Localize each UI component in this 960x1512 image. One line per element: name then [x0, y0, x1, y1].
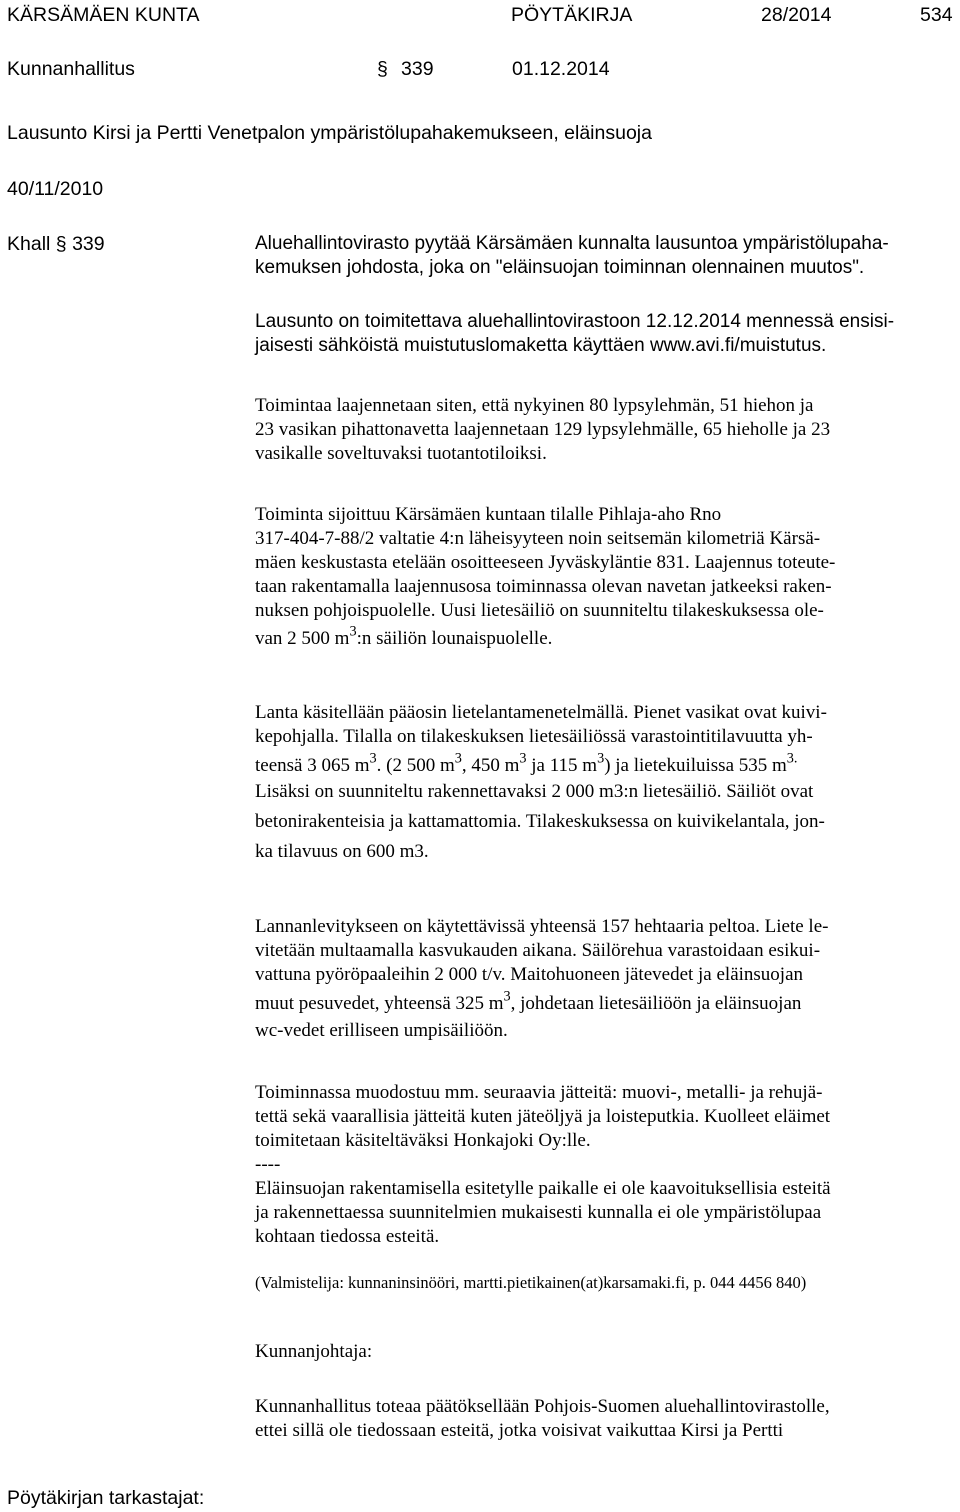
paragraph-deadline: Lausunto on toimitettava aluehallintovirastoon 12.12.2014 mennessä ensisi- jaisesti sähköistä muistutuslomaketta käyttäen www.avi.fi/muistutus.	[255, 311, 895, 356]
body-name: Kunnanhallitus	[7, 58, 135, 80]
paragraph-spreading: Lannanlevitykseen on käytettävissä yhteensä 157 hehtaaria peltoa. Liete le- vitetään multaamalla kasvukauden aikana. Säilörehua varastoidaan esikui- vattuna pyöröpaaleihin 2 000 t/v. Maitohuoneen jätevedet ja eläinsuojan muut pesuvedet, yhteensä 325 $m^3$, johdetaan lietesäiliöön ja eläinsuojan wc-vedet erilliseen umpisäiliöön.	[255, 916, 829, 1041]
municipality-name: KÄRSÄMÄEN KUNTA	[7, 4, 200, 26]
document-number: 28/2014	[761, 4, 832, 26]
paragraph-manure: Lanta käsitellään pääosin lietelantamenetelmällä. Pienet vasikat ovat kuivi- kepohjalla. Tilalla on tilakeskuksen lietesäiliössä varastointitilavuutta yh- teensä 3 065 $m^3$. (2 500 $m^3$, 450 $m^3$ ja 115 $m^3$) ja lietekuiluissa 535 $m^{3.}$ Lisäksi on suunniteltu rakennettavaksi 2 000 m3:n lietesäiliö. Säiliöt ovat betonirakenteisia ja kattamattomia. Tilakeskuksessa on kuivikelantala, jon- ka tilavuus on 600 m3.	[255, 702, 827, 862]
reference-number: 40/11/2010	[7, 178, 104, 200]
khall-label: Khall § 339	[7, 233, 105, 255]
paragraph-location: Toiminta sijoittuu Kärsämäen kuntaan tilalle Pihlaja-aho Rno 317-404-7-88/2 valtatie 4:n läheisyyteen noin seitsemän kilometriä Kärsä- mäen keskustasta etelään osoitteeseen Jyväskyläntie 831. Laajennus toteute- taan rakentamalla laajennusosa toiminnassa olevan navetan jatkeeksi raken- nuksen pohjoispuolelle. Uusi lietesäiliö on suunniteltu tilakeskuksessa ole- van 2 500 $m^3:n$ säiliön lounaispuolelle.	[255, 504, 836, 649]
paragraph-waste: Toiminnassa muodostuu mm. seuraavia jätteitä: muovi-, metalli- ja rehujä- tettä sekä vaarallisia jätteitä kuten jäteöljyä ja loisteputkia. Kuolleet eläimet toimitetaan käsiteltäväksi Honkajoki Oy:lle. ---- Eläinsuojan rakentamisella esitetylle paikalle ei ole kaavoituksellisia esteitä ja rakennettaessa suunnitelmien mukaisesti kunnalla ei ole ympäristölupaa kohtaan tiedossa esteitä.	[255, 1082, 831, 1247]
paragraph-proposal: Kunnanhallitus toteaa päätöksellään Pohjois-Suomen aluehallintovirastolle, ettei sillä ole tiedossaan esteitä, jotka voisivat vaikuttaa Kirsi ja Pertti	[255, 1396, 830, 1441]
page-number: 534	[920, 4, 953, 26]
footer-reviewers: Pöytäkirjan tarkastajat:	[7, 1487, 205, 1509]
section-number: 339	[401, 58, 434, 80]
meeting-date: 01.12.2014	[512, 58, 610, 80]
document-type: PÖYTÄKIRJA	[511, 4, 633, 26]
page-title: Lausunto Kirsi ja Pertti Venetpalon ympäristölupahakemukseen, eläinsuoja	[7, 122, 652, 144]
section-sign: §	[377, 58, 388, 80]
paragraph-expansion: Toimintaa laajennetaan siten, että nykyinen 80 lypsylehmän, 51 hiehon ja 23 vasikan pihattonavetta laajennetaan 129 lypsylehmälle, 65 hieholle ja 23 vasikalle soveltuvaksi tuotantotiloiksi.	[255, 395, 831, 464]
kunnanjohtaja-label: Kunnanjohtaja:	[255, 1341, 373, 1362]
paragraph-request: Aluehallintovirasto pyytää Kärsämäen kunnalta lausuntoa ympäristölupaha- kemuksen johdosta, joka on "eläinsuojan toiminnan olennainen muutos".	[255, 233, 889, 278]
preparer-info: (Valmistelija: kunnaninsinööri, martti.pietikainen(at)karsamaki.fi, p. 044 4456 840)	[255, 1273, 807, 1292]
separator: ----	[255, 1154, 281, 1175]
